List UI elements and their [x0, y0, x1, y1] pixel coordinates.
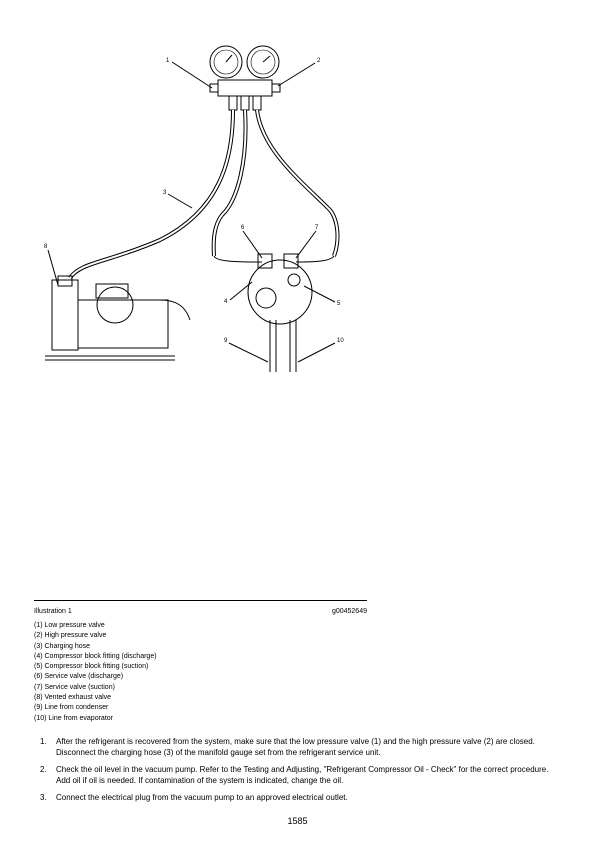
- legend-item: (9) Line from condenser: [34, 704, 109, 712]
- legend-item: (8) Vented exhaust valve: [34, 694, 112, 702]
- illustration-caption: [34, 608, 367, 615]
- callout-7: 7: [315, 225, 319, 231]
- legend-item: (2) High pressure valve: [34, 632, 107, 640]
- legend-item: (7) Service valve (suction): [34, 683, 115, 691]
- callout-1: 1: [166, 58, 170, 64]
- manifold-gauge-diagram: [0, 0, 595, 400]
- step-item: [40, 765, 560, 786]
- callout-8: 8: [44, 244, 48, 250]
- callout-6: 6: [241, 225, 245, 231]
- step-number: 2.: [40, 765, 47, 774]
- step-number: 1.: [40, 737, 47, 746]
- caption-rule: [34, 600, 367, 601]
- callout-10: 10: [337, 338, 344, 344]
- charging-hose: [70, 110, 233, 278]
- step-text: After the refrigerant is recovered from the system, make sure that the low pressure valve (1) and the high pressure valve (2) are closed. Disconnect the charging hose (3) of the manifold gauge set from the refrigerant service unit.: [56, 737, 535, 757]
- step-item: [40, 737, 560, 758]
- page-number: 1585: [287, 816, 308, 826]
- manifold-body: [218, 80, 272, 96]
- legend-item: (10) Line from evaporator: [34, 714, 113, 722]
- illustration-figure: [0, 0, 595, 400]
- callout-3: 3: [163, 190, 167, 196]
- step-number: 3.: [40, 793, 47, 802]
- legend-item: (5) Compressor block fitting (suction): [34, 663, 149, 671]
- legend-item: (3) Charging hose: [34, 642, 91, 650]
- illustration-id: g00452649: [331, 608, 367, 615]
- procedure-steps: [40, 737, 560, 811]
- step-text: Check the oil level in the vacuum pump. Refer to the Testing and Adjusting, "Refrigerant Compressor Oil - Check" for the correct procedure. Add oil if oil is needed. If contamination of the system is indicated, change the oil.: [56, 765, 549, 785]
- callout-9: 9: [224, 338, 228, 344]
- illustration-title: Illustration 1: [34, 608, 72, 615]
- callout-2: 2: [317, 58, 321, 64]
- step-text: Connect the electrical plug from the vacuum pump to an approved electrical outlet.: [56, 793, 348, 802]
- callout-4: 4: [224, 299, 228, 305]
- legend-item: (1) Low pressure valve: [34, 622, 105, 629]
- callout-5: 5: [337, 301, 341, 307]
- legend-item: (6) Service valve (discharge): [34, 673, 124, 681]
- legend-item: (4) Compressor block fitting (discharge): [34, 652, 157, 660]
- step-item: [40, 793, 560, 804]
- callout-legend: [34, 621, 157, 724]
- vacuum-pump: [52, 280, 78, 350]
